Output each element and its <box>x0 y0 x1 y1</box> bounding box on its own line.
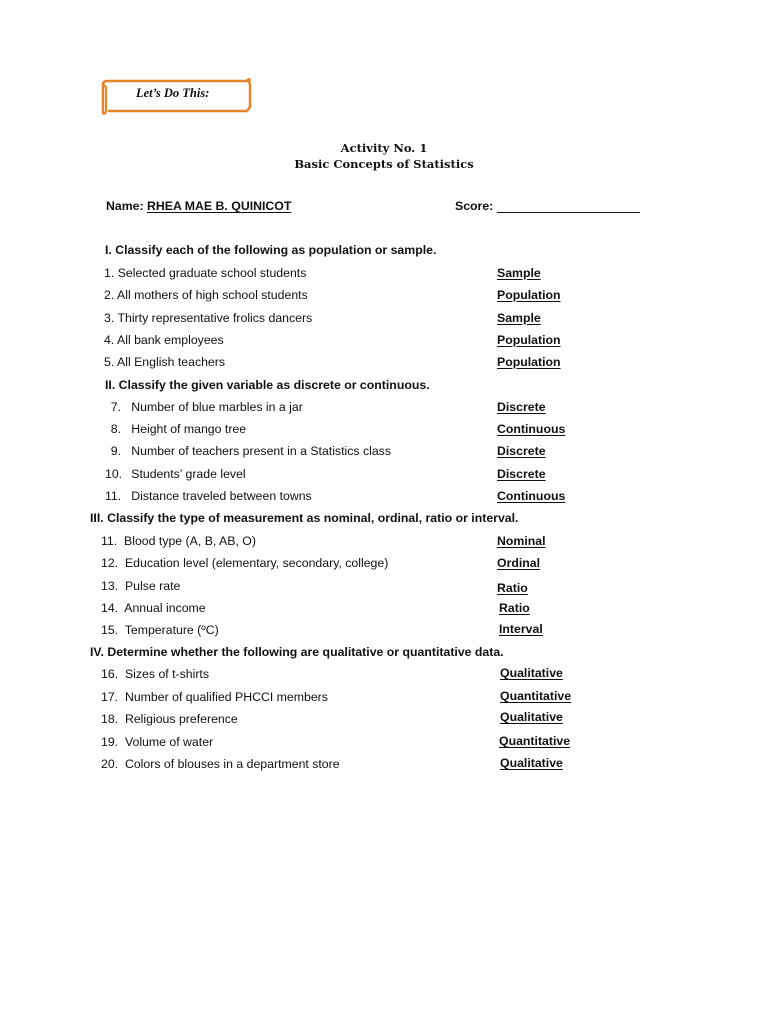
answer: Nominal <box>497 534 546 548</box>
activity-subtitle: Basic Concepts of Statistics <box>294 157 474 171</box>
answer: Qualitative <box>500 666 563 680</box>
score-label: Score: <box>455 199 494 213</box>
answer: Continuous <box>497 489 566 503</box>
banner-label: Let’s Do This: <box>136 86 210 100</box>
list-item: 5. All English teachers <box>104 355 226 369</box>
list-item: 18. Religious preference <box>101 712 238 726</box>
name-label: Name: <box>106 199 144 213</box>
list-item: 20. Colors of blouses in a department store <box>101 757 340 771</box>
answer: Continuous <box>497 422 566 436</box>
answer: Ratio <box>497 581 528 595</box>
answer: Discrete <box>497 467 546 481</box>
answer: Qualitative <box>500 710 563 724</box>
answer: Sample <box>497 311 541 325</box>
list-item: 11. Distance traveled between towns <box>105 489 312 503</box>
answer: Ratio <box>499 601 530 615</box>
answer: Population <box>497 355 561 369</box>
list-item: 17. Number of qualified PHCCI members <box>101 690 328 704</box>
answer: Qualitative <box>500 756 563 770</box>
list-item: 13. Pulse rate <box>101 579 181 593</box>
list-item: 14. Annual income <box>101 601 206 615</box>
answer: Interval <box>499 622 543 636</box>
list-item: 9. Number of teachers present in a Statistics class <box>110 444 391 458</box>
section-heading: I. Classify each of the following as population or sample. <box>105 243 437 257</box>
activity-title: Activity No. 1 <box>340 141 428 155</box>
section-heading: IV. Determine whether the following are qualitative or quantitative data. <box>90 645 504 659</box>
answer: Quantitative <box>500 689 572 703</box>
list-item: 16. Sizes of t-shirts <box>101 667 210 681</box>
section-heading: II. Classify the given variable as discrete or continuous. <box>105 378 430 392</box>
score-blank <box>497 212 640 213</box>
list-item: 8. Height of mango tree <box>110 422 247 436</box>
answer: Discrete <box>497 444 546 458</box>
list-item: 4. All bank employees <box>104 333 224 347</box>
list-item: 2. All mothers of high school students <box>104 288 308 302</box>
section-heading: III. Classify the type of measurement as nominal, ordinal, ratio or interval. <box>90 511 519 525</box>
scroll-banner <box>100 77 250 113</box>
list-item: 10. Students’ grade level <box>105 467 246 481</box>
list-item: 11. Blood type (A, B, AB, O) <box>101 534 256 548</box>
answer: Population <box>497 288 561 302</box>
answer: Ordinal <box>497 556 541 570</box>
list-item: 19. Volume of water <box>101 735 214 749</box>
list-item: 12. Education level (elementary, secondary, college) <box>101 556 389 570</box>
name-value: RHEA MAE B. QUINICOT <box>147 199 292 213</box>
list-item: 3. Thirty representative frolics dancers <box>104 311 313 325</box>
list-item: 15. Temperature (ºC) <box>101 623 219 637</box>
list-item: 7. Number of blue marbles in a jar <box>110 400 303 414</box>
answer: Quantitative <box>499 734 571 748</box>
answer: Sample <box>497 266 541 280</box>
list-item: 1. Selected graduate school students <box>104 266 307 280</box>
answer: Population <box>497 333 561 347</box>
answer: Discrete <box>497 400 546 414</box>
